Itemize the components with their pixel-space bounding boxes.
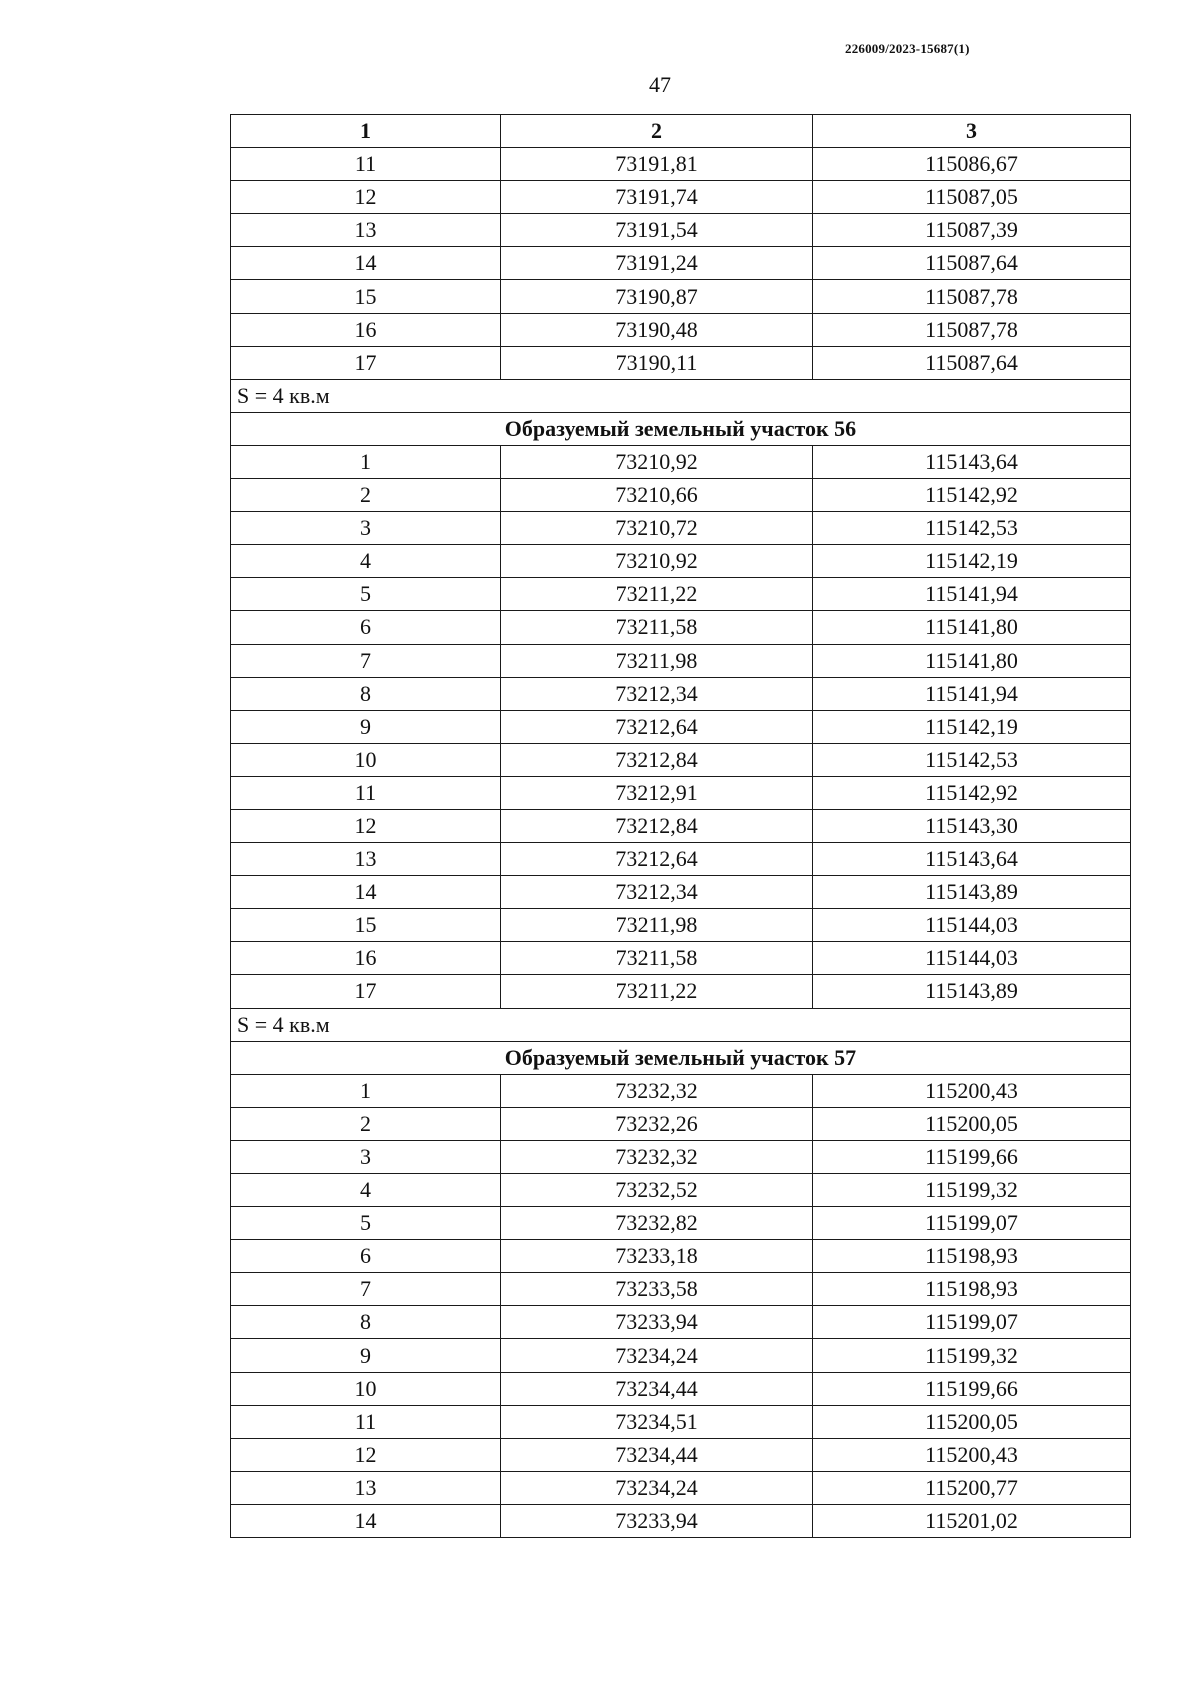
point-number-cell: 16	[231, 313, 501, 346]
area-row	[231, 1008, 1131, 1041]
point-number-cell: 12	[231, 181, 501, 214]
y-coordinate-cell: 115087,39	[813, 214, 1131, 247]
x-coordinate-cell: 73212,64	[501, 843, 813, 876]
table-row	[231, 1405, 1131, 1438]
y-coordinate-cell: 115086,67	[813, 148, 1131, 181]
table-row	[231, 1471, 1131, 1504]
x-coordinate-cell: 73191,24	[501, 247, 813, 280]
point-number-cell: 13	[231, 1471, 501, 1504]
point-number-cell: 6	[231, 1240, 501, 1273]
y-coordinate-cell: 115141,80	[813, 644, 1131, 677]
x-coordinate-cell: 73234,24	[501, 1471, 813, 1504]
header-col-1: 1	[231, 115, 501, 148]
table-row	[231, 1504, 1131, 1537]
coordinates-table	[230, 114, 1131, 1538]
point-number-cell: 14	[231, 247, 501, 280]
table-row	[231, 445, 1131, 478]
x-coordinate-cell: 73211,22	[501, 975, 813, 1008]
point-number-cell: 9	[231, 1339, 501, 1372]
area-label: S = 4 кв.м	[231, 1008, 1131, 1041]
table-row	[231, 247, 1131, 280]
table-row	[231, 1174, 1131, 1207]
y-coordinate-cell: 115198,93	[813, 1240, 1131, 1273]
point-number-cell: 8	[231, 677, 501, 710]
point-number-cell: 13	[231, 214, 501, 247]
point-number-cell: 9	[231, 710, 501, 743]
y-coordinate-cell: 115141,80	[813, 611, 1131, 644]
section-title: Образуемый земельный участок 56	[231, 412, 1131, 445]
y-coordinate-cell: 115199,32	[813, 1174, 1131, 1207]
x-coordinate-cell: 73190,11	[501, 346, 813, 379]
table-row	[231, 346, 1131, 379]
section-title-row	[231, 1041, 1131, 1074]
y-coordinate-cell: 115200,43	[813, 1074, 1131, 1107]
x-coordinate-cell: 73212,64	[501, 710, 813, 743]
point-number-cell: 2	[231, 479, 501, 512]
point-number-cell: 10	[231, 743, 501, 776]
x-coordinate-cell: 73233,18	[501, 1240, 813, 1273]
y-coordinate-cell: 115141,94	[813, 677, 1131, 710]
y-coordinate-cell: 115200,77	[813, 1471, 1131, 1504]
header-col-2: 2	[501, 115, 813, 148]
page-number: 47	[649, 72, 671, 97]
y-coordinate-cell: 115142,53	[813, 512, 1131, 545]
y-coordinate-cell: 115142,92	[813, 479, 1131, 512]
area-label: S = 4 кв.м	[231, 379, 1131, 412]
point-number-cell: 7	[231, 1273, 501, 1306]
y-coordinate-cell: 115144,03	[813, 909, 1131, 942]
table-row	[231, 776, 1131, 809]
y-coordinate-cell: 115142,92	[813, 776, 1131, 809]
point-number-cell: 11	[231, 148, 501, 181]
y-coordinate-cell: 115141,94	[813, 578, 1131, 611]
x-coordinate-cell: 73191,74	[501, 181, 813, 214]
table-row	[231, 578, 1131, 611]
table-row	[231, 545, 1131, 578]
x-coordinate-cell: 73234,24	[501, 1339, 813, 1372]
table-row	[231, 1107, 1131, 1140]
x-coordinate-cell: 73233,94	[501, 1504, 813, 1537]
x-coordinate-cell: 73190,87	[501, 280, 813, 313]
x-coordinate-cell: 73211,98	[501, 909, 813, 942]
x-coordinate-cell: 73211,58	[501, 942, 813, 975]
x-coordinate-cell: 73232,32	[501, 1140, 813, 1173]
y-coordinate-cell: 115143,64	[813, 843, 1131, 876]
point-number-cell: 17	[231, 975, 501, 1008]
table-row	[231, 280, 1131, 313]
table-row	[231, 1240, 1131, 1273]
point-number-cell: 5	[231, 1207, 501, 1240]
y-coordinate-cell: 115199,66	[813, 1140, 1131, 1173]
point-number-cell: 11	[231, 1405, 501, 1438]
table-row	[231, 1438, 1131, 1471]
point-number-cell: 4	[231, 1174, 501, 1207]
table-row	[231, 1306, 1131, 1339]
y-coordinate-cell: 115143,89	[813, 876, 1131, 909]
y-coordinate-cell: 115200,05	[813, 1405, 1131, 1438]
y-coordinate-cell: 115087,64	[813, 346, 1131, 379]
point-number-cell: 8	[231, 1306, 501, 1339]
header-row	[231, 115, 1131, 148]
table-row	[231, 148, 1131, 181]
x-coordinate-cell: 73232,26	[501, 1107, 813, 1140]
x-coordinate-cell: 73232,32	[501, 1074, 813, 1107]
x-coordinate-cell: 73232,52	[501, 1174, 813, 1207]
x-coordinate-cell: 73211,58	[501, 611, 813, 644]
table-row	[231, 809, 1131, 842]
y-coordinate-cell: 115199,66	[813, 1372, 1131, 1405]
table-row	[231, 743, 1131, 776]
table-row	[231, 214, 1131, 247]
point-number-cell: 12	[231, 1438, 501, 1471]
x-coordinate-cell: 73212,84	[501, 809, 813, 842]
table-row	[231, 611, 1131, 644]
x-coordinate-cell: 73211,22	[501, 578, 813, 611]
x-coordinate-cell: 73212,84	[501, 743, 813, 776]
point-number-cell: 12	[231, 809, 501, 842]
table-row	[231, 843, 1131, 876]
x-coordinate-cell: 73210,66	[501, 479, 813, 512]
table-row	[231, 644, 1131, 677]
table-row	[231, 512, 1131, 545]
table-row	[231, 677, 1131, 710]
x-coordinate-cell: 73210,92	[501, 545, 813, 578]
table-row	[231, 909, 1131, 942]
y-coordinate-cell: 115087,64	[813, 247, 1131, 280]
y-coordinate-cell: 115143,30	[813, 809, 1131, 842]
table-header	[231, 115, 1131, 148]
y-coordinate-cell: 115142,19	[813, 545, 1131, 578]
x-coordinate-cell: 73234,44	[501, 1438, 813, 1471]
x-coordinate-cell: 73212,34	[501, 876, 813, 909]
y-coordinate-cell: 115144,03	[813, 942, 1131, 975]
point-number-cell: 2	[231, 1107, 501, 1140]
area-row	[231, 379, 1131, 412]
point-number-cell: 10	[231, 1372, 501, 1405]
x-coordinate-cell: 73191,81	[501, 148, 813, 181]
point-number-cell: 14	[231, 876, 501, 909]
y-coordinate-cell: 115087,78	[813, 280, 1131, 313]
table-row	[231, 710, 1131, 743]
point-number-cell: 3	[231, 512, 501, 545]
table-row	[231, 181, 1131, 214]
point-number-cell: 15	[231, 909, 501, 942]
table-row	[231, 1273, 1131, 1306]
x-coordinate-cell: 73232,82	[501, 1207, 813, 1240]
document-reference: 226009/2023-15687(1)	[845, 41, 970, 56]
header-col-3: 3	[813, 115, 1131, 148]
y-coordinate-cell: 115087,05	[813, 181, 1131, 214]
point-number-cell: 16	[231, 942, 501, 975]
y-coordinate-cell: 115199,07	[813, 1306, 1131, 1339]
x-coordinate-cell: 73234,44	[501, 1372, 813, 1405]
table-row	[231, 1074, 1131, 1107]
section-title: Образуемый земельный участок 57	[231, 1041, 1131, 1074]
table-row	[231, 1207, 1131, 1240]
table-body	[231, 148, 1131, 1538]
x-coordinate-cell: 73233,58	[501, 1273, 813, 1306]
y-coordinate-cell: 115143,64	[813, 445, 1131, 478]
y-coordinate-cell: 115198,93	[813, 1273, 1131, 1306]
x-coordinate-cell: 73233,94	[501, 1306, 813, 1339]
table-row	[231, 942, 1131, 975]
point-number-cell: 14	[231, 1504, 501, 1537]
point-number-cell: 7	[231, 644, 501, 677]
coordinates-table-container	[230, 114, 1130, 1538]
x-coordinate-cell: 73190,48	[501, 313, 813, 346]
table-row	[231, 975, 1131, 1008]
x-coordinate-cell: 73210,72	[501, 512, 813, 545]
y-coordinate-cell: 115200,05	[813, 1107, 1131, 1140]
y-coordinate-cell: 115201,02	[813, 1504, 1131, 1537]
point-number-cell: 11	[231, 776, 501, 809]
point-number-cell: 1	[231, 1074, 501, 1107]
point-number-cell: 6	[231, 611, 501, 644]
x-coordinate-cell: 73234,51	[501, 1405, 813, 1438]
y-coordinate-cell: 115199,07	[813, 1207, 1131, 1240]
x-coordinate-cell: 73211,98	[501, 644, 813, 677]
x-coordinate-cell: 73212,34	[501, 677, 813, 710]
y-coordinate-cell: 115200,43	[813, 1438, 1131, 1471]
point-number-cell: 4	[231, 545, 501, 578]
table-row	[231, 1140, 1131, 1173]
table-row	[231, 313, 1131, 346]
table-row	[231, 1339, 1131, 1372]
table-row	[231, 1372, 1131, 1405]
y-coordinate-cell: 115199,32	[813, 1339, 1131, 1372]
table-row	[231, 876, 1131, 909]
y-coordinate-cell: 115143,89	[813, 975, 1131, 1008]
x-coordinate-cell: 73212,91	[501, 776, 813, 809]
section-title-row	[231, 412, 1131, 445]
x-coordinate-cell: 73210,92	[501, 445, 813, 478]
y-coordinate-cell: 115142,53	[813, 743, 1131, 776]
point-number-cell: 13	[231, 843, 501, 876]
y-coordinate-cell: 115142,19	[813, 710, 1131, 743]
point-number-cell: 17	[231, 346, 501, 379]
point-number-cell: 15	[231, 280, 501, 313]
point-number-cell: 5	[231, 578, 501, 611]
x-coordinate-cell: 73191,54	[501, 214, 813, 247]
y-coordinate-cell: 115087,78	[813, 313, 1131, 346]
table-row	[231, 479, 1131, 512]
point-number-cell: 3	[231, 1140, 501, 1173]
point-number-cell: 1	[231, 445, 501, 478]
